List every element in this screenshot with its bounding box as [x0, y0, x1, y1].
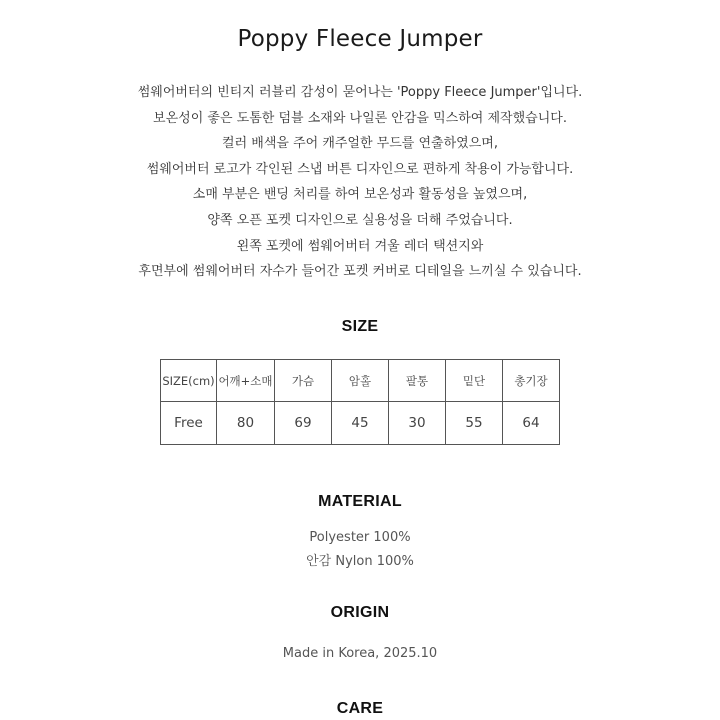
size-header-armhole: 암홀 [332, 360, 389, 402]
material-line: Polyester 100% [309, 530, 411, 545]
description-line: 썸웨어버터의 빈티지 러블리 감성이 묻어나는 'Poppy Fleece Jumper'입니다. [137, 85, 583, 100]
size-header-total-length: 총기장 [503, 360, 560, 402]
description-line: 왼쪽 포켓에 썸웨어버터 겨울 레더 택션지와 [236, 238, 484, 254]
origin-line: Made in Korea, 2025.10 [282, 646, 438, 661]
care-heading: CARE [336, 700, 384, 717]
origin-info [0, 642, 720, 666]
material-info [0, 526, 720, 574]
description-line: 썸웨어버터 로고가 각인된 스냅 버튼 디자인으로 편하게 착용이 가능합니다. [146, 161, 574, 177]
size-cell: 80 [217, 402, 275, 445]
size-header-sleeve-width: 팔통 [389, 360, 446, 402]
size-cell: Free [161, 402, 217, 445]
size-header-shoulder-sleeve: 어깨+소매 [217, 360, 275, 402]
description-line: 보온성이 좋은 도톰한 덤블 소재와 나일론 안감을 믹스하여 제작했습니다. [153, 110, 567, 126]
size-heading: SIZE [341, 318, 379, 335]
size-cell: 30 [389, 402, 446, 445]
origin-heading: ORIGIN [330, 604, 390, 621]
size-table-header-row [161, 360, 560, 402]
material-line: 안감 Nylon 100% [306, 554, 414, 569]
description-line: 후면부에 썸웨어버터 자수가 들어간 포켓 커버로 디테일을 느끼실 수 있습니다. [138, 264, 582, 280]
size-table [160, 359, 560, 445]
material-heading: MATERIAL [318, 493, 402, 510]
size-cell: 69 [275, 402, 332, 445]
product-description [0, 80, 720, 285]
size-header-hem: 밑단 [446, 360, 503, 402]
size-header-label: SIZE(cm) [161, 360, 217, 402]
description-line: 양쪽 오픈 포켓 디자인으로 실용성을 더해 주었습니다. [207, 212, 513, 228]
size-header-chest: 가슴 [275, 360, 332, 402]
size-cell: 45 [332, 402, 389, 445]
description-line: 소매 부분은 밴딩 처리를 하여 보온성과 활동성을 높였으며, [192, 187, 528, 203]
table-row [161, 402, 560, 445]
product-title: Poppy Fleece Jumper [237, 26, 483, 52]
size-cell: 64 [503, 402, 560, 445]
description-line: 컬러 배색을 주어 캐주얼한 무드를 연출하였으며, [222, 136, 498, 152]
size-cell: 55 [446, 402, 503, 445]
